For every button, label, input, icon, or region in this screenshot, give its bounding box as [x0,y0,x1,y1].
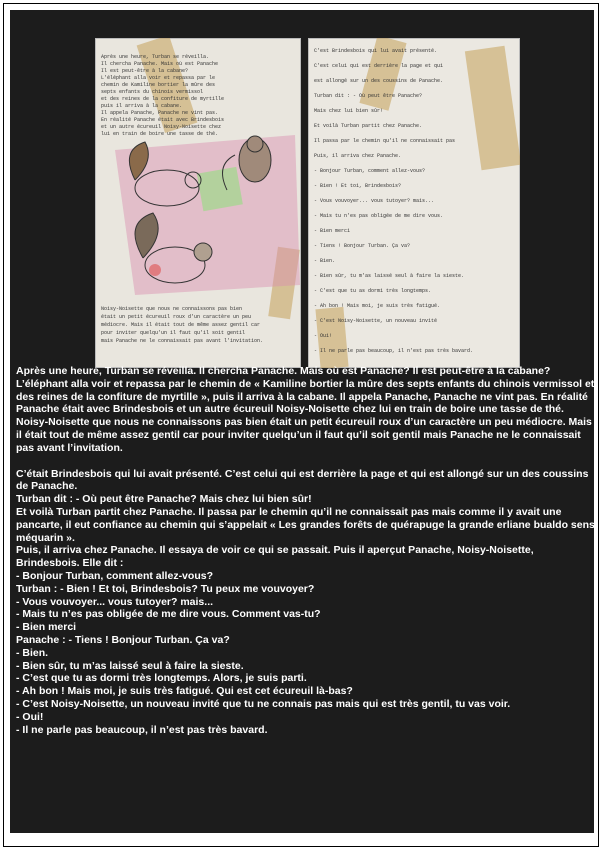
handwritten-line: Il chercha Panache. Mais où est Panache [101,61,219,67]
story-paragraph: - Bien merci [16,621,77,634]
story-paragraph: - C’est que tu as dormi très longtemps. Alors, je suis parti. [16,672,307,685]
handwritten-line: - C'est Noisy-Noisette, un nouveau invité [314,318,438,324]
handwritten-line: - C'est que tu as dormi très longtemps. [314,288,432,294]
story-paragraph: Turban : - Bien ! Et toi, Brindesbois? Tu peux me vouvoyer? [16,582,315,595]
handwritten-line: était un petit écureuil roux d'un caractère un peu [101,314,252,320]
handwritten-line: Après une heure, Turban se réveilla. [101,54,210,60]
handwritten-line: L'éléphant alla voir et repassa par le [101,75,216,81]
handwritten-line: Turban dit : - Où peut être Panache? [314,93,423,99]
story-paragraph: - Bien. [16,646,49,659]
handwritten-line: - Vous vouvoyer... vous tutoyer? mais... [314,198,435,204]
story-paragraph: - C’est Noisy-Noisette, un nouveau invité que tu ne connais pas mais qui est très gentil, tu vas voir. [16,697,511,710]
story-paragraph: - Bonjour Turban, comment allez-vous? [16,569,213,582]
handwritten-line: - Mais tu n'es pas obligée de me dire vous. [314,213,444,219]
handwritten-line: C'est Brindesbois qui lui avait présenté. [314,48,438,54]
story-paragraph: - Il ne parle pas beaucoup, il n’est pas très bavard. [16,723,268,736]
handwritten-line: - Bien merci [314,228,351,234]
squirrel-drawing [95,130,301,300]
handwritten-line: Et voilà Turban partit chez Panache. [314,123,423,129]
story-paragraph: - Oui! [16,710,44,723]
handwritten-line: En réalité Panache était avec Brindesbois [101,117,225,123]
story-paragraph: - Ah bon ! Mais moi, je suis très fatigué. Qui est cet écureuil là-bas? [16,685,353,698]
story-text [16,365,596,736]
handwritten-line: - Bien sûr, tu m'as laissé seul à faire la sieste. [314,273,465,279]
handwritten-line: et des reines de la confiture de myrtille [101,96,225,102]
story-paragraph: Et voilà Turban partit chez Panache. Il passa par le chemin qu’il ne connaissait pas mais comme il y avait une pancarte, il eut confiance au chemin qui s’appelait « Les grandes forêts de quérapuge la grande erliane bualdo sens méquarin ». [16,505,595,544]
story-paragraph: - Mais tu n’es pas obligée de me dire vous. Comment vas-tu? [16,608,321,621]
handwritten-line: lui en train de boire une tasse de thé. [101,131,219,137]
story-paragraph: Après une heure, Turban se réveilla. Il chercha Panache. Mais où est Panache? Il est peut-être à la cabane? L’éléphant alla voir et repassa par le chemin de « Kamiline bortier la mûre des septs enfants du chinois vermissol et des reines de la confiture de myrtille », puis il arriva à la cabane. Il appela Panache, Panache ne vint pas. En réalité Panache était avec Brindesbois et un autre écureuil Noisy-Noisette chez lui en train de boire une tasse de thé. [16,365,595,416]
handwritten-line: mais Panache ne le connaissait pas avant l'invitation. [101,338,264,344]
handwritten-line: - Oui! [314,333,333,339]
scanned-page-right [308,38,520,368]
handwritten-line: médiocre. Mais il était tout de même assez gentil car [101,322,261,328]
story-paragraph: - Bien sûr, tu m’as laissé seul à faire la sieste. [16,659,244,672]
handwritten-line: C'est celui qui est derrière la page et qui [314,63,444,69]
handwritten-line: - Bien ! Et toi, Brindesbois? [314,183,402,189]
handwritten-line: pour inviter quelqu'un il faut qu'il soit gentil [101,330,246,336]
handwritten-line: et un autre écureuil Noisy-Noisette chez [101,124,222,130]
handwritten-line: Il appela Panache, Panache ne vint pas. [101,110,219,116]
handwritten-line: - Tiens ! Bonjour Turban. Ça va? [314,243,411,249]
handwritten-line: Il est peut-être à la cabane? [101,68,189,74]
handwritten-line: Mais chez lui bien sûr! [314,108,384,114]
handwritten-line: chemin de Kamiline bortier la mûre des [101,82,216,88]
story-paragraph [16,455,596,468]
handwritten-line: Noisy-Noisette que nous ne connaissons pas bien [101,306,243,312]
story-paragraph: C’était Brindesbois qui lui avait présenté. C’est celui qui est derrière la page et qui est allongé sur un des coussins de Panache. [16,467,589,493]
handwritten-line: - Bien. [314,258,336,264]
handwritten-line: septs enfants du chinois vermissol [101,89,204,95]
handwritten-line: est allongé sur un des coussins de Panache. [314,78,444,84]
story-paragraph: Turban dit : - Où peut être Panache? Mais chez lui bien sûr! [16,493,312,506]
story-paragraph: - Vous vouvoyer... vous tutoyer? mais... [16,595,214,608]
handwritten-line: - Ah bon ! Mais moi, je suis très fatigué. [314,303,441,309]
handwritten-line: - Bonjour Turban, comment allez-vous? [314,168,426,174]
handwritten-line: Il passa par le chemin qu'il ne connaissait pas [314,138,456,144]
story-paragraph: Panache : - Tiens ! Bonjour Turban. Ça va? [16,633,230,646]
handwritten-line: puis il arriva à la cabane. [101,103,183,109]
scanned-page-left [95,38,301,368]
handwritten-line: - Il ne parle pas beaucoup, il n'est pas très bavard. [314,348,474,354]
content-panel [10,10,594,833]
tape-strip [465,46,520,170]
story-paragraph: Puis, il arriva chez Panache. Il essaya de voir ce qui se passait. Puis il aperçut Panache, Noisy-Noisette, Brindesbois. Elle dit : [16,544,534,570]
handwritten-line: Puis, il arriva chez Panache. [314,153,402,159]
story-paragraph: Noisy-Noisette que nous ne connaissons pas bien était un petit écureuil roux d’un caractère un peu médiocre. Mais il était tout de même assez gentil car pour inviter quelqu’un il faut qu’il soit gentil mais Panache ne le connaissait pas avant l’invitation. [16,416,592,454]
